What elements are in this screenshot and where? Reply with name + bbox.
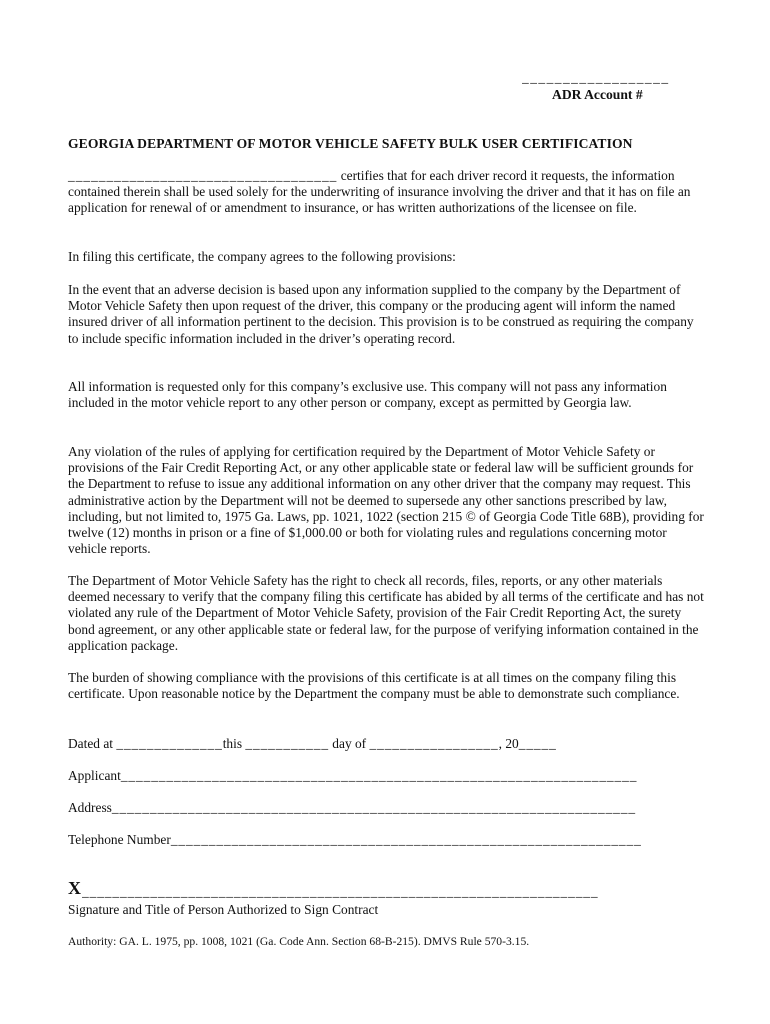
document-title: GEORGIA DEPARTMENT OF MOTOR VEHICLE SAFETY BULK USER CERTIFICATION bbox=[68, 136, 633, 151]
account-number-label: ADR Account # bbox=[552, 87, 643, 102]
dated-at-field[interactable]: ______________ bbox=[116, 736, 223, 751]
signature-field[interactable]: ____________________________________________________________________ bbox=[82, 884, 599, 899]
authority-citation: Authority: GA. L. 1975, pp. 1008, 1021 (Ga. Code Ann. Section 68-B-215). DMVS Rule 570-3.15. bbox=[68, 935, 530, 948]
account-number-field[interactable]: __________________ bbox=[522, 70, 670, 85]
year-label: , 20 bbox=[498, 736, 519, 751]
signature-caption: Signature and Title of Person Authorized to Sign Contract bbox=[68, 902, 379, 917]
paragraph-exclusive-use: All information is requested only for this company’s exclusive use. This company will not pass any information included in the motor vehicle report to any other person or company, except as permitted by Georgia law. bbox=[68, 379, 667, 411]
applicant-label: Applicant bbox=[68, 768, 121, 783]
month-field[interactable]: _________________ bbox=[369, 736, 499, 751]
address-field[interactable]: _____________________________________________________________________ bbox=[111, 800, 636, 815]
intro-text: certifies that for each driver record it requests, the information contained therein shall be used solely for the underwriting of insurance involving the driver and that it has on file an application for renewal of or amendment to insurance, or has written authorizations of the licensee on file. bbox=[68, 168, 691, 216]
year-field[interactable]: _____ bbox=[518, 736, 557, 751]
paragraph-adverse-decision: In the event that an adverse decision is based upon any information supplied to the company by the Department of Motor Vehicle Safety then upon request of the driver, this company or the producing agent will inform the named insured driver of all information pertinent to the decision. This provision is to be construed as requiring the company to include specific information included in the driver’s operating record. bbox=[68, 282, 694, 346]
address-line bbox=[68, 800, 636, 816]
applicant-field[interactable]: ____________________________________________________________________ bbox=[120, 768, 638, 783]
intro-paragraph bbox=[68, 168, 704, 217]
telephone-label: Telephone Number bbox=[68, 832, 171, 847]
this-label: this bbox=[222, 736, 246, 751]
telephone-field[interactable]: ______________________________________________________________ bbox=[170, 832, 642, 847]
applicant-line bbox=[68, 768, 637, 784]
paragraph-right-to-check: The Department of Motor Vehicle Safety has the right to check all records, files, reports, or any other materials deemed necessary to verify that the company filing this certificate has abided by all terms of the certificate and has not violated any rule of the Department of Motor Vehicle Safety, provision of the Fair Credit Reporting Act, the surety bond agreement, or any other applicable state or federal law, for the purpose of verifying information contained in the application package. bbox=[68, 573, 704, 653]
day-field[interactable]: ___________ bbox=[245, 736, 329, 751]
telephone-line bbox=[68, 832, 642, 848]
company-name-field[interactable]: ___________________________________ bbox=[68, 168, 338, 183]
paragraph-provisions-intro: In filing this certificate, the company agrees to the following provisions: bbox=[68, 249, 456, 264]
day-of-label: day of bbox=[328, 736, 370, 751]
paragraph-burden-of-compliance: The burden of showing compliance with the provisions of this certificate is at all times on the company filing this certificate. Upon reasonable notice by the Department the company must be able to demonstrate such compliance. bbox=[68, 670, 680, 702]
address-label: Address bbox=[68, 800, 112, 815]
dated-at-label: Dated at bbox=[68, 736, 117, 751]
paragraph-violations: Any violation of the rules of applying for certification required by the Department of Motor Vehicle Safety or provisions of the Fair Credit Reporting Act, or any other applicable state or federal law will be sufficient grounds for the Department to refuse to issue any additional information on any other driver that the company may request. This administrative action by the Department will not be deemed to supersede any other sanctions prescribed by law, including, but not limited to, 1975 Ga. Laws, pp. 1021, 1022 (section 215 © of Georgia Code Title 68B), providing for twelve (12) months in prison or a fine of $1,000.00 or both for violating rules and regulations concerning motor vehicle reports. bbox=[68, 444, 704, 557]
dated-line bbox=[68, 736, 557, 752]
signature-x-mark: X bbox=[68, 878, 81, 898]
